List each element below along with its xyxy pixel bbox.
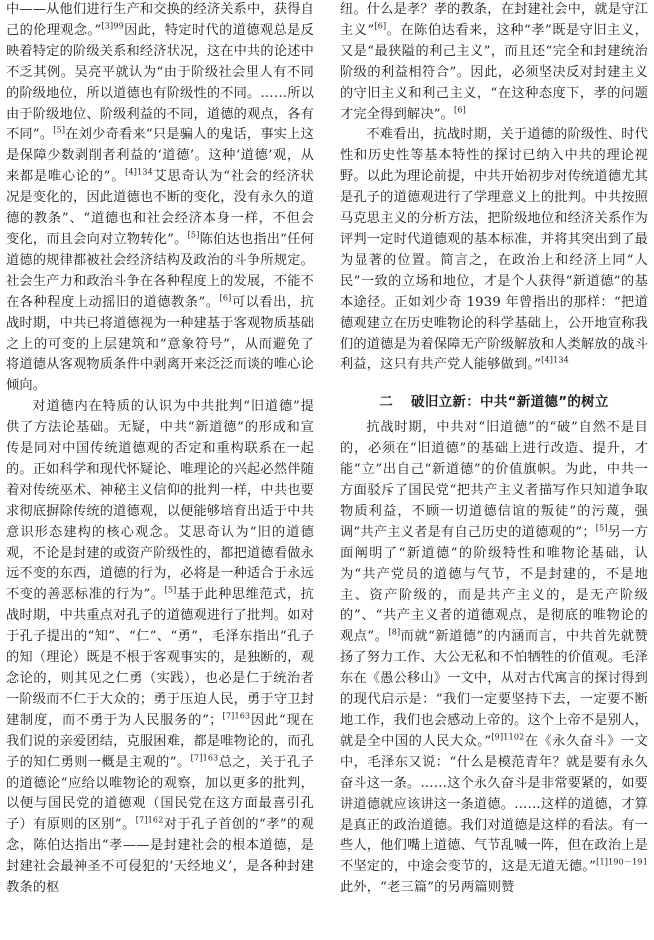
citation: [3]99 [101, 21, 124, 31]
citation: [8] [388, 627, 401, 637]
citation: [1]190－191 [596, 857, 648, 867]
right-paragraph-2: 不难看出，抗战时期，关于道德的阶级性、时代性和历史性等基本特性的探讨已纳入中共的理论视野。以此为理论前提，中共开始初步对传统道德尤其是孔子的道德观进行了学理意义上的批判。中共按照马克思主义的分析方法，把阶级地位和经济关系作为评判一定时代道德观的基本标准，并将其突出到了最为显著的位置。简言之，在政治上和经济上同“人民”一致的立场和地位，才是个人获得“新道德”的基本途径。正如刘少奇 1939 年曾指出的那样：“把道德观建立在历史唯物论的科学基础上，公开地宣称我们的道德是为着保障无产阶级解放和人类解放的战斗利益，这只有共产党人能够做到。”$^{[4]134}$ [340, 127, 648, 373]
section-title: 破旧立新：中共“新道德”的树立 [411, 394, 609, 411]
citation: [5] [53, 126, 66, 136]
citation: [4]134 [541, 356, 569, 366]
right-paragraph-3: 抗战时期，中共对“旧道德”的“破”自然不是目的，必须在“旧道德”的基础上进行改造、提升，才能“立”出自己“新道德”的价值旗帜。为此，中共一方面驳斥了国民党“把共产主义者描写作只知道争取物质利益，不顾一切道德信谊的叛徒”的污蔑，强调“共产主义者是有自己历史的道德观的”；[5]另一方面阐明了“新道德”的阶级特性和唯物论基础，认为“共产党员的道德与气节，不是封建的，不是地主、资产阶级的，而是共产主义的，是无产阶级的”、“共产主义者的道德观点，是彻底的唯物论的观点”。[8]而就“新道德”的内涵而言，中共首先就赞扬了努力工作、大公无私和不怕牺牲的价值观。毛泽东在《愚公移山》一文中，从对古代寓言的探讨得到的现代启示是：“我们一定要坚持下去，一定要不断地工作，我们也会感动上帝的。这个上帝不是别人，就是全中国的人民大众。”$^{[9]1102}$在《永久奋斗》一文中，毛泽东又说：“什么是模范青年？就是要有永久奋斗这一条。……这个永久奋斗是非常要紧的，如要讲道德就应该讲这一条道德。……这样的道德，才算是真正的政治道德。我们对道德是这样的看法。有一些人，他们嘴上道德、气节乱喊一阵，但在政治上是不坚定的，中途会变节的，这是无道无德。”$^{[1]190-191}$此外，“老三篇”的另两篇则赞 [340, 420, 648, 896]
citation: [5] [595, 523, 608, 533]
citation: [7]163 [222, 711, 251, 721]
citation: [7]163 [190, 753, 219, 763]
citation: [5] [187, 230, 200, 240]
left-paragraph-1: 中——从他们进行生产和交换的经济关系中，获得自己的伦理观念。”$^{[3]99}$因此，特定时代的道德观总是反映着特定的阶级关系和经济状况，这在中共的论述中不乏其例。吴亮平就认为“由于阶级社会里人有不同的阶级地位，所以道德也有阶级性的不同。……所以由于阶级地位、阶级利益的不同，道德的观点，各有不同”。[5]在刘少奇看来“只是骗人的鬼话，事实上这是保障少数剥削者利益的‘道德’。这种‘道德’观，从来都是唯心论的”。$^{[4]134}$艾思奇认为“社会的经济状况是变化的，因此道德也不断的变化，没有永久的道德的教条”、“道德也和社会经济本身一样，不但会变化，而且会向对立物转化”。[5]陈伯达也指出“任何道德的规律都被社会经济结构及政治的斗争所规定。社会生产力和政治斗争在各种程度上的发展，不能不在各种程度上动摇旧的道德教条”。[6]可以看出，抗战时期，中共已将道德视为一种建基于客观物质基础之上的可变的上层建筑和“意象符号”，从而避免了将道德从客观物质条件中剥离开来泛泛而谈的唯心论倾向。 [6, 2, 315, 394]
left-column [6, 0, 314, 899]
right-column [340, 0, 648, 899]
section-number: 二 [379, 394, 394, 411]
citation: [7]162 [135, 815, 164, 825]
section-heading [340, 392, 648, 412]
citation: [9]1102 [491, 732, 525, 742]
left-paragraph-2: 对道德内在特质的认识为中共批判“旧道德”提供了方法论基础。无疑，中共“新道德”的形成和宣传是同对中国传统道德观的否定和重构联系在一起的。正如科学和现代怀疑论、唯理论的兴起必然伴随着对传统巫术、神秘主义信仰的批判一样，中共也要求彻底摒除传统的道德观，以便能够培育出适于中共意识形态建构的核心观念。艾思奇认为“旧的道德观，不论是封建的或资产阶级性的，都把道德看做永远不变的东西，道德的行为，必将是一种适合于永远不变的善恶标准的行为”。[5]基于此种思维范式，抗战时期，中共重点对孔子的道德观进行了批判。如对于孔子提出的“知”、“仁”、“勇”，毛泽东指出“孔子的知（理论）既是不根于客观事实的，是独断的，观念论的，则其见之仁勇（实践），也必是仁于统治者一阶级而不仁于大众的；勇于压迫人民，勇于守卫封建制度，而不勇于为人民服务的”；$^{[7]163}$因此“现在我们说的亲爱团结，克服困难，都是唯物论的，而孔子的知仁勇则一概是主观的”。$^{[7]163}$总之，关于孔子的道德论“应给以唯物论的观察，加以更多的批判，以便与国民党的道德观（国民党在这方面最喜引孔子）有原则的区别”。$^{[7]162}$对于孔子首创的“孝”的观念，陈伯达指出“孝——是封建社会的根本道德，是封建社会最神圣不可侵犯的‘天经地义’，是各种封建教条的枢 [6, 399, 314, 896]
citation: [6] [454, 105, 466, 115]
citation: [6] [219, 293, 232, 303]
citation: [5] [164, 585, 177, 595]
citation: [4]134 [125, 167, 153, 177]
right-paragraph-1: 纽。什么是孝？孝的教条，在封建社会中，就是守江主义”[6]。在陈伯达看来，这种“孝”既是守旧主义，又是“最狭隘的利己主义”，而且还“完全和封建统治阶级的利益相符合”。因此，必须坚决反对封建主义的守旧主义和利己主义，“在这种态度下，孝的问题才完全得到解决”。[6] [340, 2, 649, 122]
citation: [6] [374, 21, 387, 31]
